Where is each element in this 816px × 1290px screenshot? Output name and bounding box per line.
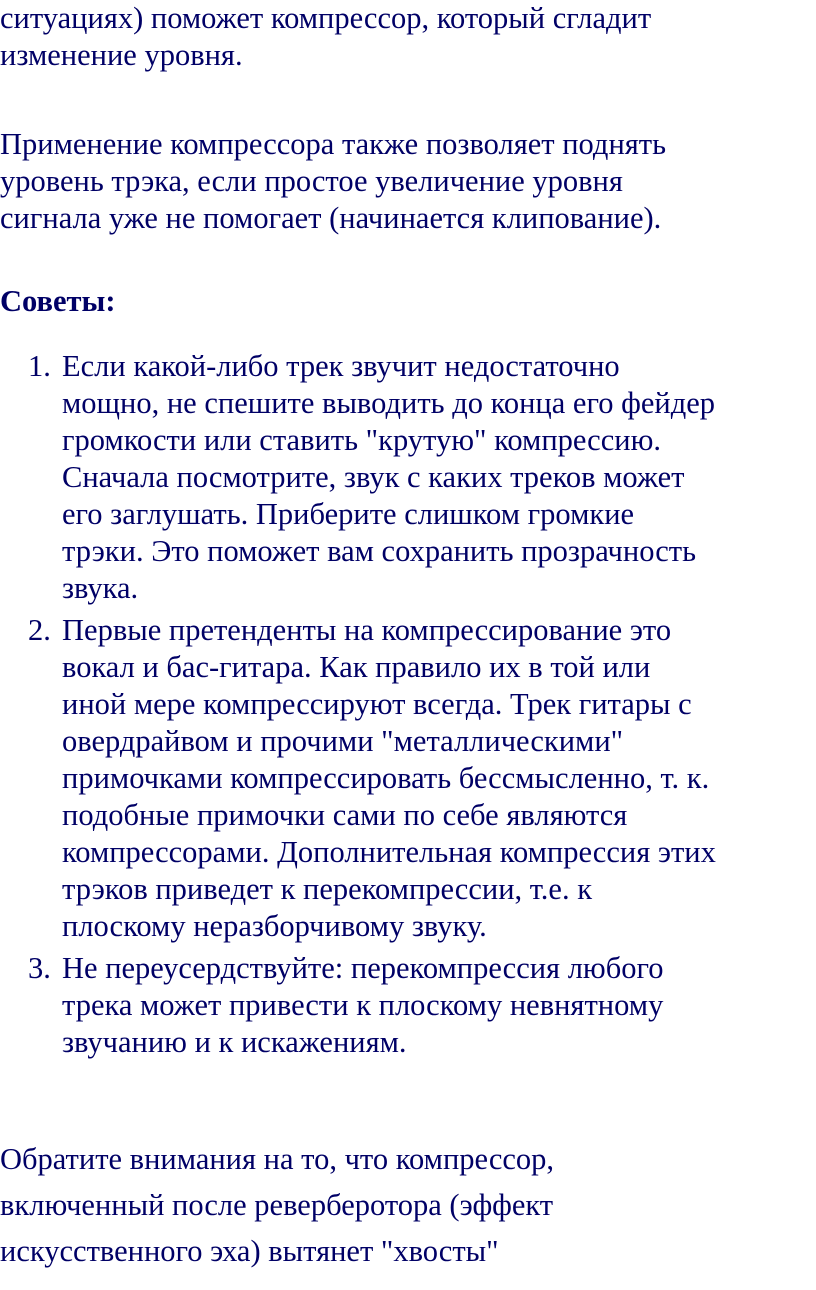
text-line: Применение компрессора также позволяет поднять [0,127,667,161]
tip-number: 2. [28,613,51,647]
text-line: сигнала уже не помогает (начинается клипование). [0,201,662,235]
paragraph-reverb-note [0,1136,816,1274]
tips-list [0,348,816,1066]
text-line: трэки. Это поможет вам сохранить прозрачность [62,534,696,568]
text-line: включенный после реверберотора (эффект [0,1188,554,1222]
text-line: Если какой-либо трек звучит недостаточно [62,349,620,383]
tip-number: 3. [28,951,51,985]
text-line: трэков приведет к перекомпрессии, т.е. к [62,872,593,906]
text-line: иной мере компрессируют всегда. Трек гитары с [62,687,692,721]
text-line: звука. [62,571,139,605]
text-line: громкости или ставить "крутую" компрессию. [62,423,661,457]
text-line: вокал и бас-гитара. Как правило их в той или [62,650,651,684]
text-line: компрессорами. Дополнительная компрессия этих [62,835,716,869]
text-line: Сначала посмотрите, звук с каких треков может [62,460,685,494]
text-line: Не переусердствуйте: перекомпрессия любого [62,951,664,985]
text-line: звучанию и к искажениям. [62,1025,407,1059]
paragraph-compressor-smooths [0,0,816,74]
text-line: изменение уровня. [0,38,243,72]
tip-item-2 [0,612,816,945]
paragraph-compressor-level [0,126,816,237]
tip-item-1 [0,348,816,607]
text-line: его заглушать. Приберите слишком громкие [62,497,635,531]
tip-item-3 [0,950,816,1061]
tips-heading: Советы: [0,284,116,318]
text-line: Обратите внимания на то, что компрессор, [0,1142,555,1176]
text-line: мощно, не спешите выводить до конца его фейдер [62,386,716,420]
text-line: ситуациях) поможет компрессор, который сгладит [0,1,652,35]
text-line: трека может привести к плоскому невнятному [62,988,664,1022]
text-line: искусственного эха) вытянет "хвосты" [0,1234,499,1268]
text-line: уровень трэка, если простое увеличение уровня [0,164,623,198]
text-line: примочками компрессировать бессмысленно, т. к. [62,761,710,795]
text-line: подобные примочки сами по себе являются [62,798,628,832]
text-line: овердрайвом и прочими "металлическими" [62,724,624,758]
text-line: плоскому неразборчивому звуку. [62,909,487,943]
tip-number: 1. [28,349,51,383]
text-line: Первые претенденты на компрессирование это [62,613,672,647]
